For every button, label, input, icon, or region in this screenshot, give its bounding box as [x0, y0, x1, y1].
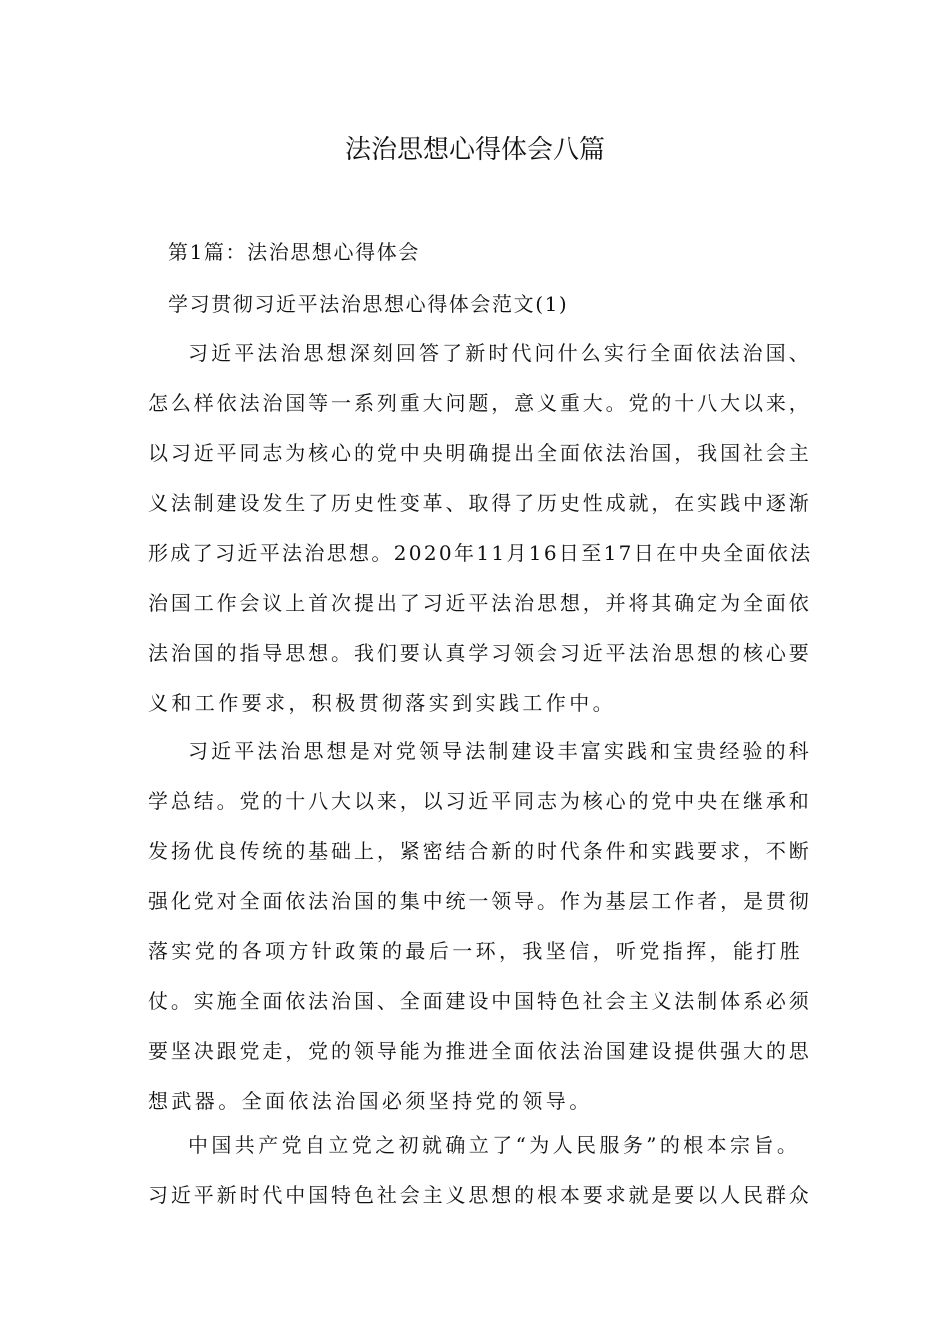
paragraph-line: 发扬优良传统的基础上，紧密结合新的时代条件和实践要求，不断 [148, 839, 812, 863]
paragraph-line: 学总结。党的十八大以来，以习近平同志为核心的党中央在继承和 [148, 789, 812, 813]
article-heading: 学习贯彻习近平法治思想心得体会范文(1) [168, 292, 569, 316]
paragraph-line: 落实党的各项方针政策的最后一环，我坚信，听党指挥，能打胜 [148, 939, 804, 963]
paragraph-line: 习近平法治思想是对党领导法制建设丰富实践和宝贵经验的科 [188, 739, 812, 763]
paragraph-line: 法治国的指导思想。我们要认真学习领会习近平法治思想的核心要 [148, 641, 812, 665]
paragraph-line: 想武器。全面依法治国必须坚持党的领导。 [148, 1089, 593, 1113]
paragraph-line: 形成了习近平法治思想。2020年11月16日至17日在中央全面依法 [148, 541, 813, 565]
paragraph-line: 习近平法治思想深刻回答了新时代问什么实行全面依法治国、 [188, 341, 812, 365]
paragraph-line: 义和工作要求，积极贯彻落实到实践工作中。 [148, 691, 616, 715]
paragraph-line: 怎么样依法治国等一系列重大问题，意义重大。党的十八大以来， [148, 391, 812, 415]
section-heading: 第1篇：法治思想心得体会 [168, 240, 420, 264]
paragraph-line: 强化党对全面依法治国的集中统一领导。作为基层工作者，是贯彻 [148, 889, 812, 913]
paragraph-line: 习近平新时代中国特色社会主义思想的根本要求就是要以人民群众 [148, 1183, 812, 1207]
paragraph-line: 仗。实施全面依法治国、全面建设中国特色社会主义法制体系必须 [148, 989, 812, 1013]
paragraph-line: 治国工作会议上首次提出了习近平法治思想，并将其确定为全面依 [148, 591, 812, 615]
document-title: 法治思想心得体会八篇 [344, 135, 605, 165]
paragraph-line: 义法制建设发生了历史性变革、取得了历史性成就，在实践中逐渐 [148, 491, 812, 515]
paragraph-line: 中国共产党自立党之初就确立了“为人民服务”的根本宗旨。 [188, 1133, 801, 1157]
paragraph-line: 要坚决跟党走，党的领导能为推进全面依法治国建设提供强大的思 [148, 1039, 812, 1063]
paragraph-line: 以习近平同志为核心的党中央明确提出全面依法治国，我国社会主 [148, 441, 812, 465]
